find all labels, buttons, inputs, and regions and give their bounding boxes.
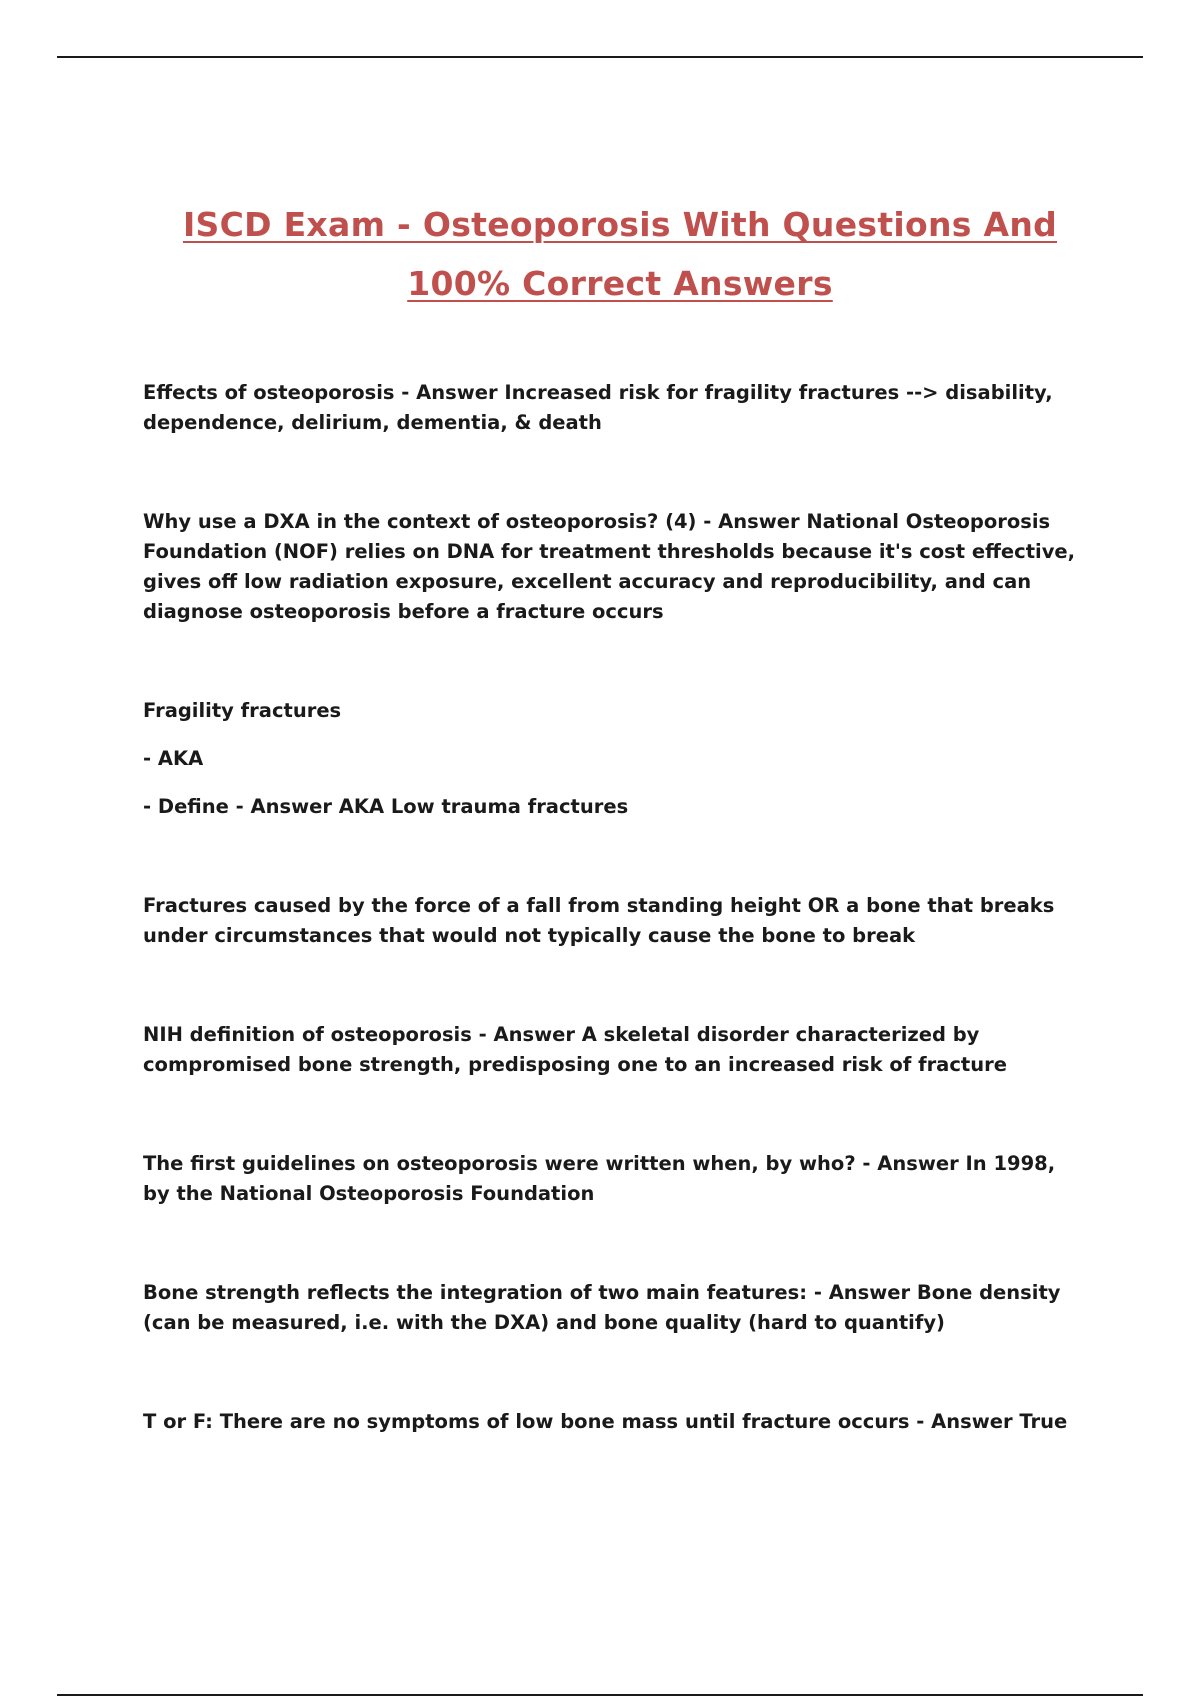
document-title (100, 195, 1140, 313)
qa-item-fractures-definition: Fractures caused by the force of a fall from standing height OR a bone that breaks under circumstances that would not typically cause the bone to break (143, 894, 1055, 947)
qa-item-true-false: T or F: There are no symptoms of low bone mass until fracture occurs - Answer True (143, 1410, 1068, 1433)
qa-item-nih-definition: NIH definition of osteoporosis - Answer A skeletal disorder characterized by compromised bone strength, predisposing one to an increased risk of fracture (143, 1023, 1007, 1076)
qa-item-first-guidelines: The first guidelines on osteoporosis were written when, by who? - Answer In 1998, by the National Osteoporosis Foundation (143, 1152, 1056, 1205)
qa-item-fragility-fractures: Fragility fractures (143, 699, 342, 722)
qa-item-bone-strength: Bone strength reflects the integration of two main features: - Answer Bone density (can be measured, i.e. with the DXA) and bone quality (hard to quantify) (143, 1281, 1061, 1334)
qa-item-effects: Effects of osteoporosis - Answer Increased risk for fragility fractures --> disability, dependence, delirium, dementia, & death (143, 381, 1053, 434)
title-line-2: 100% Correct Answers (407, 264, 833, 303)
document-body (143, 378, 1088, 1437)
qa-subitem-aka: - AKA (143, 747, 204, 770)
header-rule (57, 56, 1143, 58)
qa-item-why-dxa: Why use a DXA in the context of osteoporosis? (4) - Answer National Osteoporosis Foundation (NOF) relies on DNA for treatment thresholds because it's cost effective, gives off low radiation exposure, excellent accuracy and reproducibility, and can diagnose osteoporosis before a fracture occurs (143, 510, 1076, 623)
footer-rule (57, 1694, 1143, 1696)
title-line-1: ISCD Exam - Osteoporosis With Questions And (182, 205, 1058, 244)
qa-subitem-define: - Define - Answer AKA Low trauma fractures (143, 795, 629, 818)
